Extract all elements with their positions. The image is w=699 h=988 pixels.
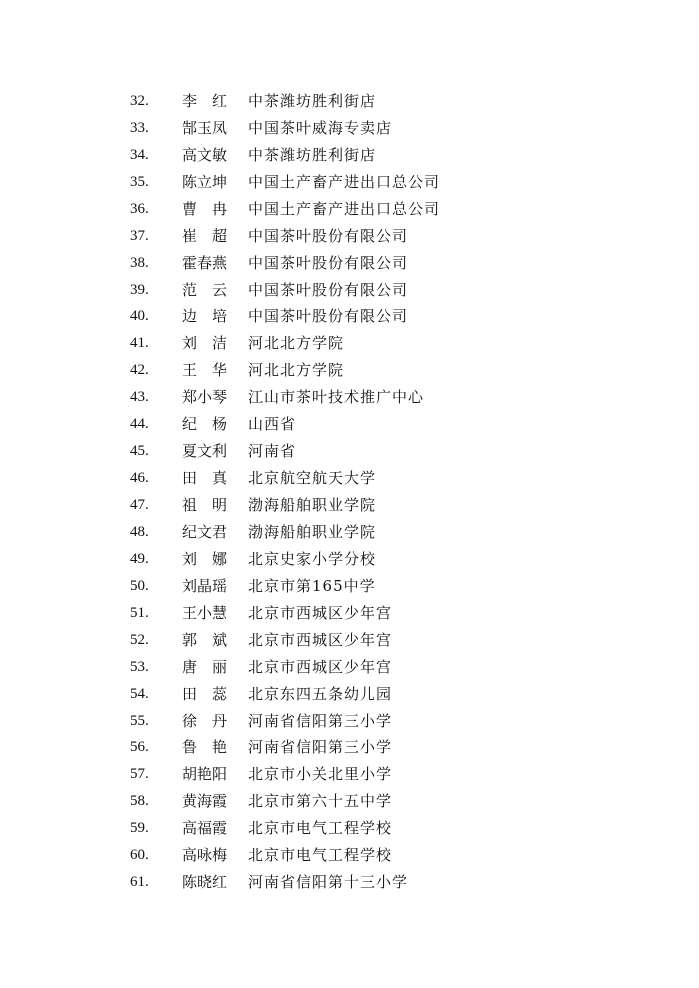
organization-name: 北京市西城区少年宫 — [248, 630, 393, 649]
list-item — [130, 815, 440, 842]
organization-name: 北京市电气工程学校 — [248, 846, 393, 865]
list-item — [130, 573, 440, 600]
list-item — [130, 492, 440, 519]
entry-number: 61. — [130, 874, 149, 891]
organization-name: 北京市西城区少年宫 — [248, 657, 393, 676]
entry-number: 32. — [130, 92, 149, 109]
person-name: 霍春燕 — [182, 253, 228, 272]
person-name: 刘 洁 — [182, 334, 228, 353]
list-item — [130, 519, 440, 546]
entry-number: 51. — [130, 604, 149, 621]
person-name: 王 华 — [182, 361, 228, 380]
organization-name: 河南省信阳第十三小学 — [248, 873, 409, 892]
person-name: 陈立坤 — [182, 172, 228, 191]
person-name: 王小慧 — [182, 603, 228, 622]
entry-number: 58. — [130, 793, 149, 810]
entry-number: 48. — [130, 523, 149, 540]
entry-number: 53. — [130, 658, 149, 675]
list-item — [130, 384, 440, 411]
list-item — [130, 250, 440, 277]
person-name: 陈晓红 — [182, 873, 228, 892]
list-item — [130, 654, 440, 681]
organization-name: 北京航空航天大学 — [248, 469, 377, 488]
person-name: 边 培 — [182, 307, 228, 326]
person-name: 纪 杨 — [182, 415, 228, 434]
organization-name: 中国土产畜产进出口总公司 — [248, 199, 441, 218]
list-item — [130, 304, 440, 331]
organization-name: 河北北方学院 — [248, 361, 345, 380]
organization-name: 北京市西城区少年宫 — [248, 603, 393, 622]
list-item — [130, 411, 440, 438]
organization-name: 北京市小关北里小学 — [248, 765, 393, 784]
person-name: 曹 冉 — [182, 199, 228, 218]
entry-number: 57. — [130, 766, 149, 783]
list-item — [130, 223, 440, 250]
list-item — [130, 761, 440, 788]
person-name: 黄海霞 — [182, 792, 228, 811]
entry-number: 41. — [130, 335, 149, 352]
list-item — [130, 735, 440, 762]
person-name: 高咏梅 — [182, 846, 228, 865]
list-item — [130, 330, 440, 357]
list-item — [130, 88, 440, 115]
organization-name: 中国茶叶股份有限公司 — [248, 226, 409, 245]
organization-name: 渤海船舶职业学院 — [248, 496, 377, 515]
organization-name: 中国土产畜产进出口总公司 — [248, 172, 441, 191]
entry-number: 56. — [130, 739, 149, 756]
entry-number: 59. — [130, 820, 149, 837]
organization-name: 中茶潍坊胜利街店 — [248, 145, 377, 164]
entry-number: 54. — [130, 685, 149, 702]
entry-number: 46. — [130, 470, 149, 487]
organization-name: 中国茶叶股份有限公司 — [248, 280, 409, 299]
person-name: 徐 丹 — [182, 711, 228, 730]
person-name: 郑小琴 — [182, 388, 228, 407]
entry-number: 35. — [130, 173, 149, 190]
entry-number: 40. — [130, 308, 149, 325]
list-item — [130, 169, 440, 196]
participant-list — [130, 88, 440, 896]
organization-name: 中国茶叶股份有限公司 — [248, 307, 409, 326]
entry-number: 38. — [130, 254, 149, 271]
organization-name: 河南省 — [248, 442, 297, 461]
entry-number: 33. — [130, 119, 149, 136]
entry-number: 60. — [130, 847, 149, 864]
entry-number: 55. — [130, 712, 149, 729]
organization-name: 渤海船舶职业学院 — [248, 522, 377, 541]
organization-name: 中国茶叶威海专卖店 — [248, 118, 393, 137]
organization-name: 河北北方学院 — [248, 334, 345, 353]
list-item — [130, 277, 440, 304]
list-item — [130, 842, 440, 869]
list-item — [130, 142, 440, 169]
list-item — [130, 788, 440, 815]
person-name: 夏文利 — [182, 442, 228, 461]
list-item — [130, 465, 440, 492]
person-name: 田 蕊 — [182, 684, 228, 703]
person-name: 胡艳阳 — [182, 765, 228, 784]
organization-name: 北京史家小学分校 — [248, 549, 377, 568]
person-name: 刘 娜 — [182, 549, 228, 568]
list-item — [130, 708, 440, 735]
organization-name: 北京市第165中学 — [248, 576, 376, 595]
organization-name: 江山市茶叶技术推广中心 — [248, 388, 425, 407]
person-name: 高福霞 — [182, 819, 228, 838]
person-name: 祖 明 — [182, 496, 228, 515]
organization-name: 中茶潍坊胜利街店 — [248, 91, 377, 110]
organization-name: 北京市电气工程学校 — [248, 819, 393, 838]
entry-number: 39. — [130, 281, 149, 298]
entry-number: 49. — [130, 550, 149, 567]
person-name: 鲁 艳 — [182, 738, 228, 757]
entry-number: 37. — [130, 227, 149, 244]
list-item — [130, 196, 440, 223]
entry-number: 45. — [130, 443, 149, 460]
entry-number: 42. — [130, 362, 149, 379]
organization-name: 河南省信阳第三小学 — [248, 738, 393, 757]
person-name: 唐 丽 — [182, 657, 228, 676]
person-name: 郭 斌 — [182, 630, 228, 649]
entry-number: 36. — [130, 200, 149, 217]
entry-number: 43. — [130, 389, 149, 406]
organization-name: 中国茶叶股份有限公司 — [248, 253, 409, 272]
organization-name: 北京市第六十五中学 — [248, 792, 393, 811]
list-item — [130, 115, 440, 142]
person-name: 纪文君 — [182, 522, 228, 541]
entry-number: 50. — [130, 577, 149, 594]
person-name: 刘晶瑶 — [182, 576, 228, 595]
person-name: 李 红 — [182, 91, 228, 110]
person-name: 高文敏 — [182, 145, 228, 164]
entry-number: 47. — [130, 497, 149, 514]
organization-name: 北京东四五条幼儿园 — [248, 684, 393, 703]
entry-number: 52. — [130, 631, 149, 648]
list-item — [130, 546, 440, 573]
list-item — [130, 869, 440, 896]
person-name: 郜玉凤 — [182, 118, 228, 137]
person-name: 田 真 — [182, 469, 228, 488]
list-item — [130, 681, 440, 708]
list-item — [130, 627, 440, 654]
list-item — [130, 600, 440, 627]
list-item — [130, 357, 440, 384]
entry-number: 34. — [130, 146, 149, 163]
organization-name: 山西省 — [248, 415, 297, 434]
organization-name: 河南省信阳第三小学 — [248, 711, 393, 730]
entry-number: 44. — [130, 416, 149, 433]
person-name: 范 云 — [182, 280, 228, 299]
person-name: 崔 超 — [182, 226, 228, 245]
list-item — [130, 438, 440, 465]
